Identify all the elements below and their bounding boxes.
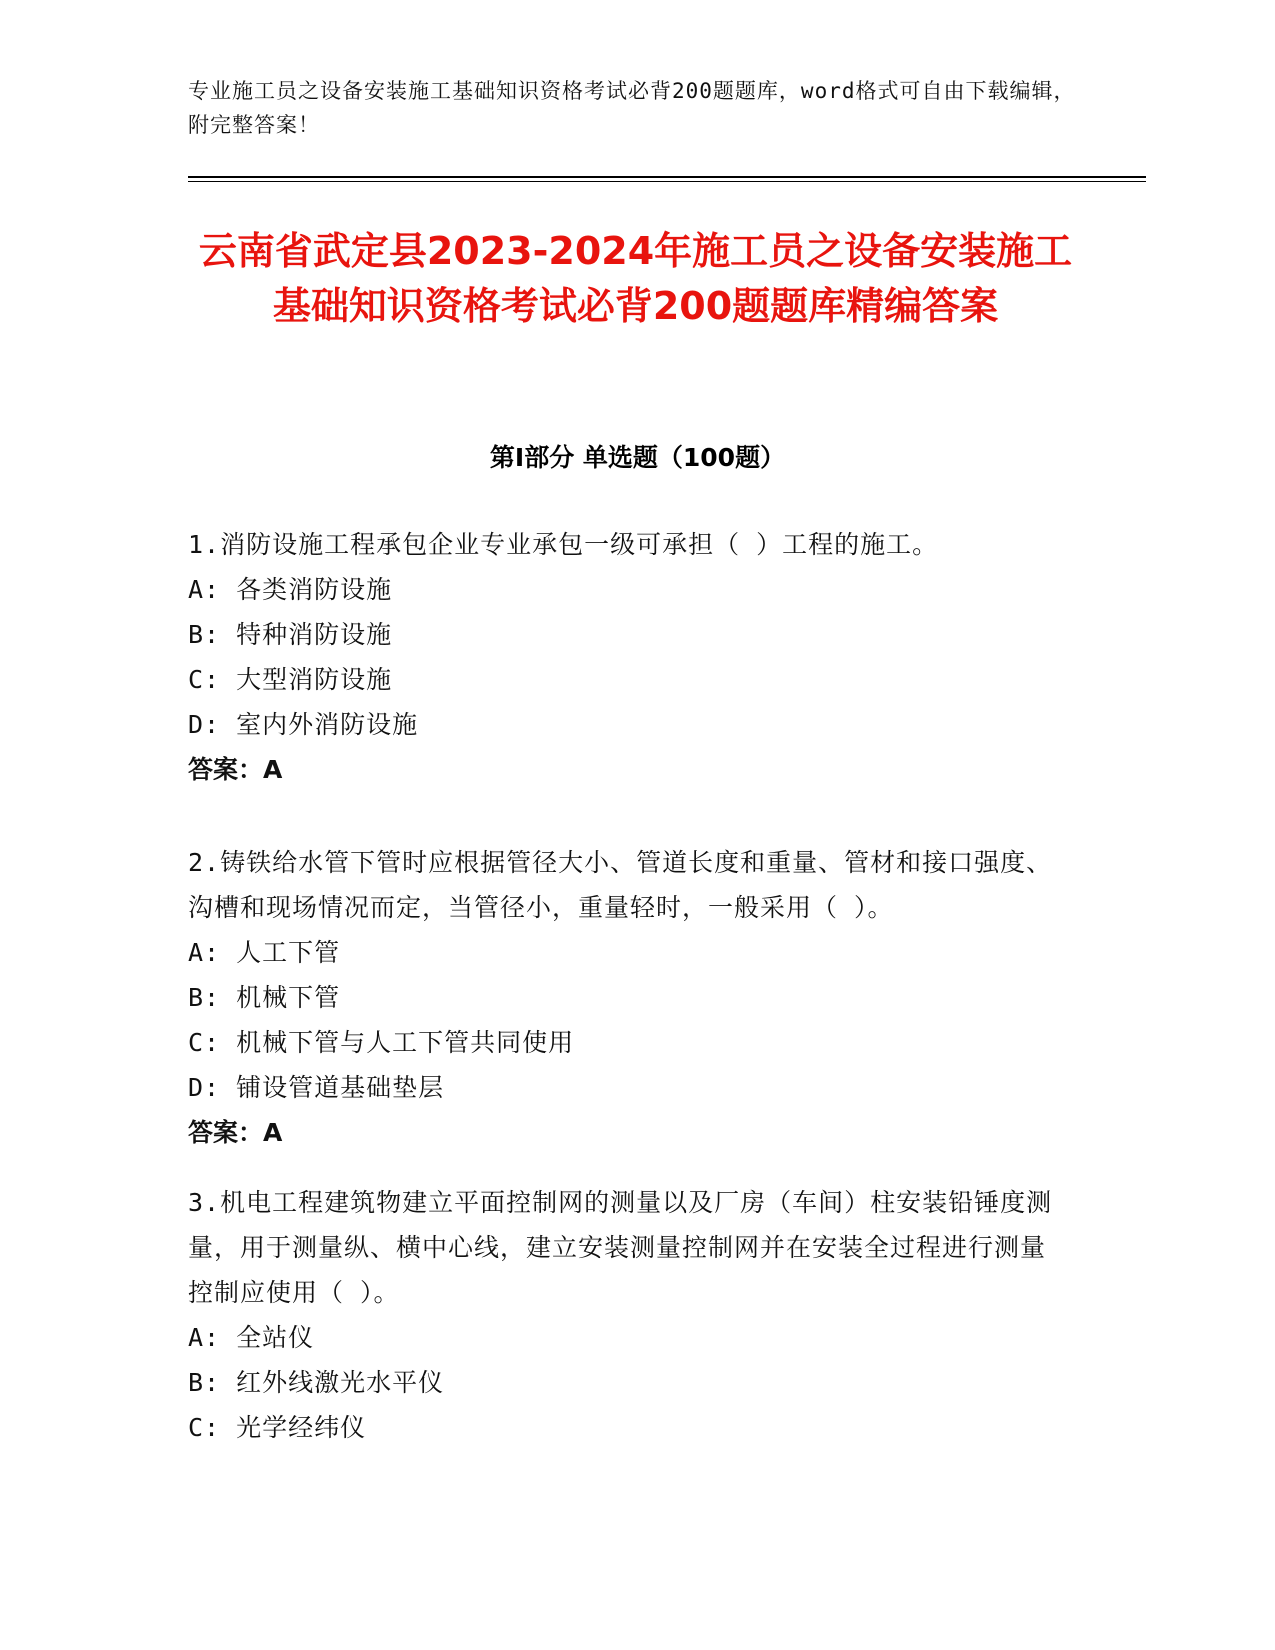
option-d: D: 铺设管道基础垫层 xyxy=(188,1073,445,1102)
option-c: C: 光学经纬仪 xyxy=(188,1413,367,1442)
answer-line: 答案：A xyxy=(188,755,283,784)
option-b: B: 特种消防设施 xyxy=(188,620,393,649)
header-divider-thick xyxy=(188,176,1146,178)
option-c: C: 大型消防设施 xyxy=(188,665,393,694)
option-a: A: 各类消防设施 xyxy=(188,575,393,604)
section-heading: 第I部分 单选题（100题） xyxy=(489,443,786,472)
question-block-1 xyxy=(188,522,1068,792)
option-d: D: 室内外消防设施 xyxy=(188,710,419,739)
header-divider-thin xyxy=(188,181,1146,182)
question-block-2 xyxy=(188,840,1068,1155)
option-b: B: 红外线激光水平仪 xyxy=(188,1368,445,1397)
option-b: B: 机械下管 xyxy=(188,983,341,1012)
answer-line: 答案：A xyxy=(188,1118,283,1147)
question-block-3 xyxy=(188,1180,1068,1450)
header-note: 专业施工员之设备安装施工基础知识资格考试必背200题题库，word格式可自由下载编辑，附完整答案！ xyxy=(188,79,1076,137)
option-c: C: 机械下管与人工下管共同使用 xyxy=(188,1028,575,1057)
option-a: A: 人工下管 xyxy=(188,938,341,967)
question-stem: 1.消防设施工程承包企业专业承包一级可承担（ ）工程的施工。 xyxy=(188,530,939,559)
question-stem: 2.铸铁给水管下管时应根据管径大小、管道长度和重量、管材和接口强度、沟槽和现场情况而定，当管径小，重量轻时，一般采用（ ）。 xyxy=(188,848,1053,922)
option-a: A: 全站仪 xyxy=(188,1323,315,1352)
document-title: 云南省武定县2023-2024年施工员之设备安装施工基础知识资格考试必背200题题库精编答案 xyxy=(198,229,1073,328)
question-stem: 3.机电工程建筑物建立平面控制网的测量以及厂房（车间）柱安装铅锤度测量，用于测量纵、横中心线，建立安装测量控制网并在安装全过程进行测量控制应使用（ ）。 xyxy=(188,1188,1053,1307)
